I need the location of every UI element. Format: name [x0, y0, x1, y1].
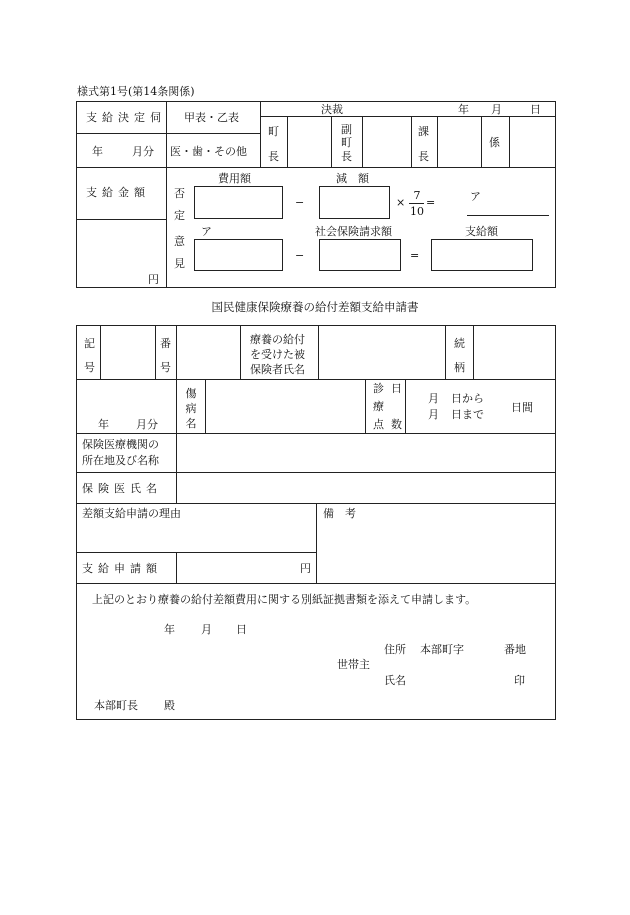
go-char: 号 [84, 361, 95, 374]
a-label-input: ア [201, 225, 212, 238]
ken-char: 見 [174, 257, 185, 270]
cho-label: 町 [268, 125, 279, 138]
month-part-label: 月分 [132, 145, 154, 158]
row-divider [76, 167, 556, 168]
dono-label: 殿 [164, 699, 175, 712]
fuku-cho-label: 町 [341, 136, 352, 149]
insured-line-3: 保険者氏名 [250, 363, 305, 376]
ban-char: 番 [160, 337, 171, 350]
declaration-text: 上記のとおり療養の給付差額費用に関する別紙証拠書類を添えて申請します。 [92, 593, 477, 606]
days-label: 日間 [511, 401, 533, 414]
col-divider [176, 325, 177, 379]
ka-label: 課 [418, 125, 429, 138]
institution-line-2: 所在地及び名称 [82, 454, 159, 467]
fraction-numerator: 7 [413, 189, 421, 202]
reduction-label: 減 額 [336, 172, 369, 185]
su-char: 数 [391, 418, 402, 431]
col-divider [155, 325, 156, 379]
col-divider [481, 116, 482, 167]
fraction-denominator: 10 [410, 205, 424, 218]
ten-char: 点 [373, 418, 384, 431]
medical-type: 医・歯・その他 [170, 145, 247, 158]
col-divider [318, 325, 319, 379]
ka-ending: 長 [418, 150, 429, 163]
addressee: 本部町長 [94, 699, 138, 712]
row-divider [76, 472, 556, 473]
social-label: 社会保険請求額 [315, 225, 392, 238]
reason-label: 差額支給申請の理由 [82, 507, 181, 520]
cho-ending: 長 [268, 150, 279, 163]
col-divider [473, 325, 474, 379]
month-part-label: 月分 [136, 418, 158, 431]
col-divider [176, 552, 177, 583]
kessai-year: 年 [458, 103, 469, 116]
payment-label: 支給額 [465, 225, 498, 238]
payment-field[interactable] [431, 239, 533, 271]
col-divider [331, 116, 332, 167]
row-divider [76, 583, 556, 584]
page-title: 国民健康保険療養の給付差額支給申請書 [211, 300, 419, 314]
col-divider [100, 325, 101, 379]
minus-sign: − [295, 249, 305, 262]
col-divider [509, 116, 510, 167]
banchi-label: 番地 [504, 643, 526, 656]
kyo-otsu-label: 甲表・乙表 [184, 111, 239, 124]
insured-line-2: を受けた被 [250, 348, 305, 361]
request-amount-label: 支給申請額 [82, 562, 162, 575]
amount-yen: 円 [148, 273, 159, 286]
declaration-month: 月 [201, 623, 212, 636]
row-divider [76, 379, 556, 380]
row-divider [76, 433, 556, 434]
col-divider [176, 379, 177, 433]
row-divider [76, 133, 260, 134]
col-divider [166, 101, 167, 288]
reduction-field[interactable] [319, 186, 390, 219]
ryo-char: 療 [373, 400, 384, 413]
remarks-label: 備 考 [323, 507, 356, 520]
insured-line-1: 療養の給付 [250, 333, 305, 346]
col-divider [205, 379, 206, 433]
hi-char: 否 [174, 187, 185, 200]
year-label: 年 [92, 145, 103, 158]
declaration-year: 年 [164, 623, 175, 636]
ki-char: 記 [84, 337, 95, 350]
equals-sign: = [426, 196, 436, 209]
name-label: 氏名 [384, 674, 406, 687]
col-divider [411, 116, 412, 167]
from-month: 月 [428, 392, 439, 405]
result-a-line[interactable] [467, 215, 549, 216]
kakari-label: 係 [489, 136, 500, 149]
equals-sign: = [410, 249, 420, 262]
doctor-label: 保険医氏名 [82, 482, 162, 495]
col-divider [445, 325, 446, 379]
address-label: 住所 [384, 643, 406, 656]
a-field[interactable] [194, 239, 283, 271]
cost-field[interactable] [194, 186, 283, 219]
declaration-day: 日 [236, 623, 247, 636]
year-label: 年 [98, 418, 109, 431]
col-divider [405, 379, 406, 433]
from-text: 日から [451, 392, 484, 405]
to-month: 月 [428, 408, 439, 421]
fraction-bar [409, 203, 424, 204]
col-divider [260, 101, 261, 167]
institution-line-1: 保険医療機関の [82, 438, 159, 451]
request-yen: 円 [300, 562, 311, 575]
to-text: 日まで [451, 408, 484, 421]
fuku-label: 副 [341, 123, 352, 136]
row-divider [76, 219, 166, 220]
decision-label: 支給決定伺 [86, 111, 166, 124]
i-char: 意 [174, 235, 185, 248]
kessai-label: 決裁 [321, 103, 343, 116]
col-divider [287, 116, 288, 167]
seal-mark: 印 [514, 674, 525, 687]
social-field[interactable] [319, 239, 401, 271]
a-label-result: ア [470, 190, 481, 203]
form-number: 様式第1号(第14条関係) [77, 85, 195, 98]
kessai-month: 月 [491, 103, 502, 116]
row-divider [76, 552, 316, 553]
amount-label: 支給金額 [86, 186, 150, 199]
shin-char: 診 [373, 382, 384, 395]
tei-char: 定 [174, 209, 185, 222]
col-divider [240, 325, 241, 379]
kessai-day: 日 [530, 103, 541, 116]
cost-label: 費用額 [218, 172, 251, 185]
col-divider [365, 379, 366, 433]
col-divider [362, 116, 363, 167]
col-divider [176, 433, 177, 503]
disease-label: 傷病名 [185, 387, 197, 430]
col-divider [316, 503, 317, 583]
go-char: 号 [160, 361, 171, 374]
household-label: 世帯主 [337, 658, 370, 671]
fuku-ending: 長 [341, 150, 352, 163]
col-divider [437, 116, 438, 167]
nichi-char: 日 [391, 382, 402, 395]
kessai-divider [260, 116, 556, 117]
minus-sign: − [295, 196, 305, 209]
times-sign: × [396, 196, 406, 209]
address-town: 本部町字 [420, 643, 464, 656]
zoku-char: 続 [454, 337, 465, 350]
gara-char: 柄 [454, 361, 465, 374]
